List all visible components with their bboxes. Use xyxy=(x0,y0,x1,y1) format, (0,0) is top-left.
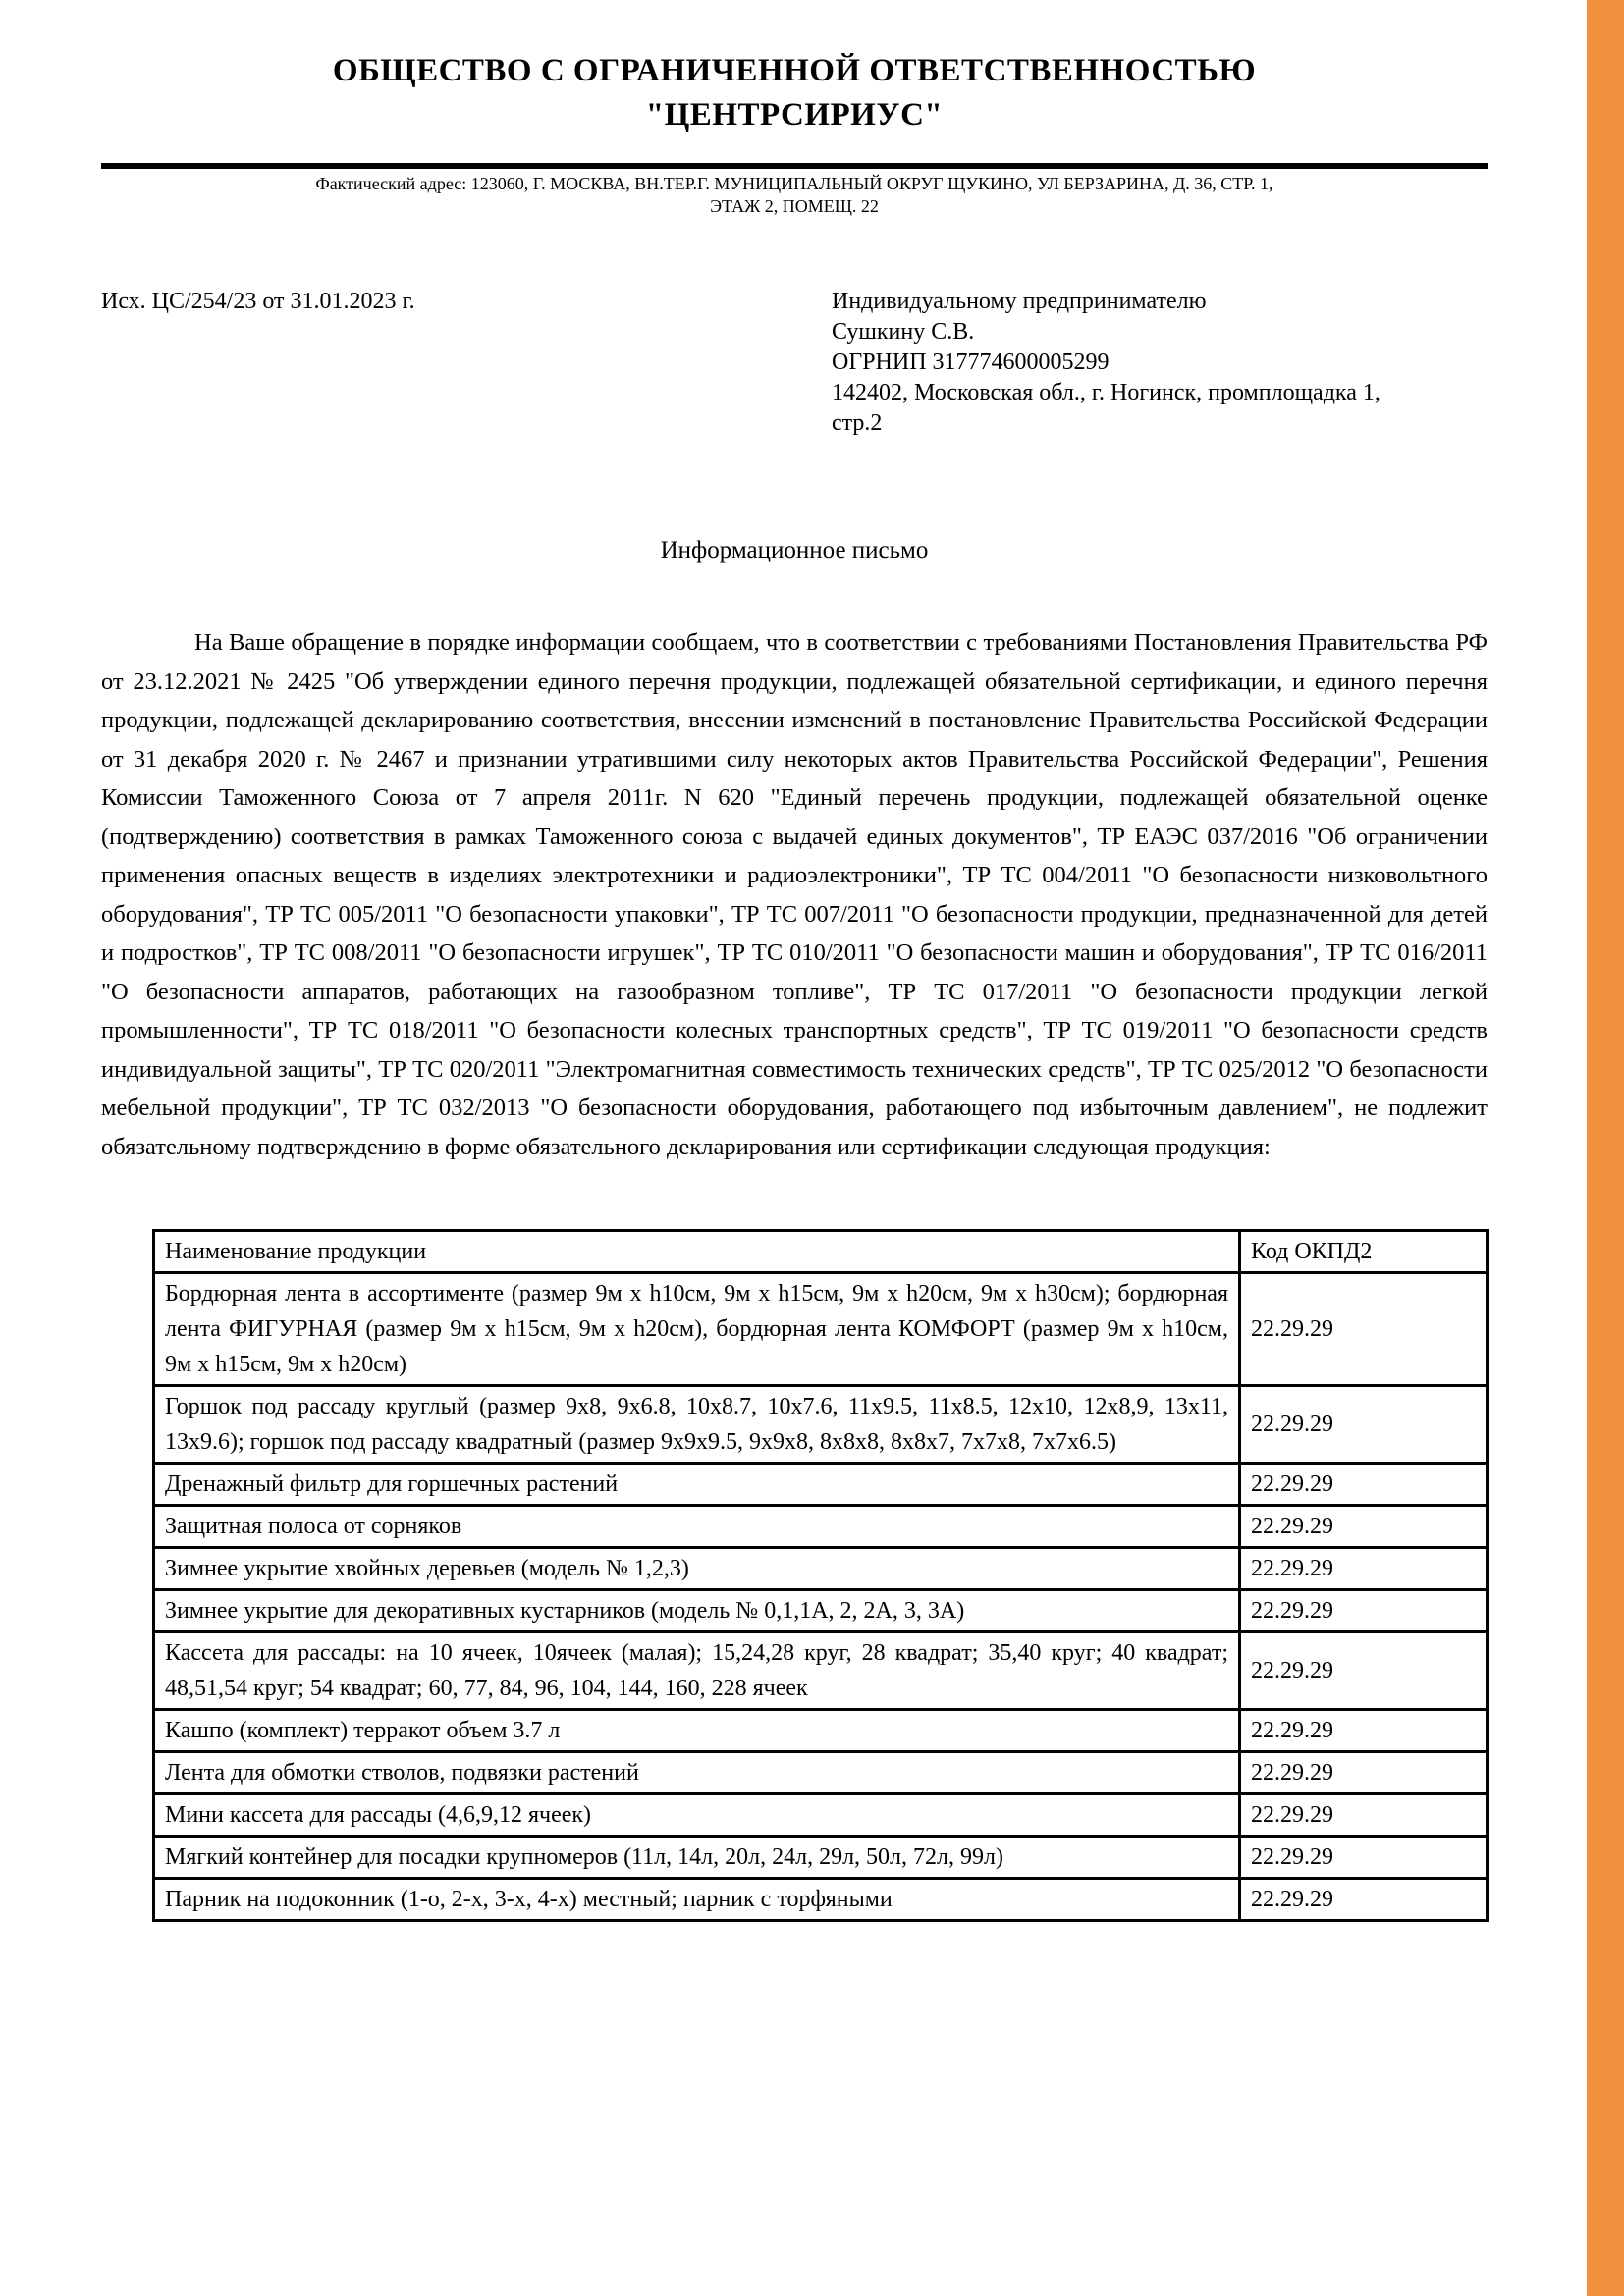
okpd2-code-cell: 22.29.29 xyxy=(1240,1710,1488,1752)
table-row xyxy=(154,1879,1488,1921)
okpd2-code-cell: 22.29.29 xyxy=(1240,1879,1488,1921)
accent-stripe xyxy=(1587,0,1624,2296)
table-row xyxy=(154,1632,1488,1710)
product-name-cell: Лента для обмотки стволов, подвязки растений xyxy=(154,1752,1240,1794)
table-row xyxy=(154,1752,1488,1794)
outgoing-ref: Исх. ЦС/254/23 от 31.01.2023 г. xyxy=(101,289,415,314)
company-name xyxy=(101,0,1488,137)
product-name-cell: Дренажный фильтр для горшечных растений xyxy=(154,1464,1240,1506)
header-divider-rule xyxy=(101,163,1488,169)
product-name-cell: Мягкий контейнер для посадки крупномеров (11л, 14л, 20л, 24л, 29л, 50л, 72л, 99л) xyxy=(154,1837,1240,1879)
table-row xyxy=(154,1386,1488,1464)
table-row xyxy=(154,1548,1488,1590)
company-address-line2: ЭТАЖ 2, ПОМЕЩ. 22 xyxy=(710,196,879,216)
table-row xyxy=(154,1506,1488,1548)
product-name-cell: Кассета для рассады: на 10 ячеек, 10ячеек (малая); 15,24,28 круг, 28 квадрат; 35,40 круг; 40 квадрат; 48,51,54 круг; 54 квадрат; 60, 77, 84, 96, 104, 144, 160, 228 ячеек xyxy=(154,1632,1240,1710)
table-row xyxy=(154,1273,1488,1386)
company-name-line1: ОБЩЕСТВО С ОГРАНИЧЕННОЙ ОТВЕТСТВЕННОСТЬЮ xyxy=(332,53,1257,88)
product-name-cell: Бордюрная лента в ассортименте (размер 9м х h10см, 9м х h15см, 9м х h20см, 9м х h30см); бордюрная лента ФИГУРНАЯ (размер 9м х h15см, 9м х h20см), бордюрная лента КОМФОРТ (размер 9м х h10см, 9м х h15см, 9м х h20см) xyxy=(154,1273,1240,1386)
product-name-cell: Кашпо (комплект) терракот объем 3.7 л xyxy=(154,1710,1240,1752)
table-row xyxy=(154,1794,1488,1837)
col-header-product-name: Наименование продукции xyxy=(154,1231,1240,1273)
letter-body: На Ваше обращение в порядке информации сообщаем, что в соответствии с требованиями Постановления Правительства РФ от 23.12.2021 № 2425 "Об утверждении единого перечня продукции, подлежащей обязательной сертификации, и единого перечня продукции, подлежащей декларированию соответствия, внесении изменений в постановление Правительства Российской Федерации от 31 декабря 2020 г. № 2467 и признании утратившими силу некоторых актов Правительства Российской Федерации", Решения Комиссии Таможенного Союза от 7 апреля 2011г. N 620 "Единый перечень продукции, подлежащей обязательной оценке (подтверждению) соответствия в рамках Таможенного союза с выдачей единых документов", ТР ЕАЭС 037/2016 "Об ограничении применения опасных веществ в изделиях электротехники и радиоэлектроники", ТР ТС 004/2011 "О безопасности низковольтного оборудования", ТР ТС 005/2011 "О безопасности упаковки", ТР ТС 007/2011 "О безопасности продукции, предназначенной для детей и подростков", ТР ТС 008/2011 "О безопасности игрушек", ТР ТС 010/2011 "О безопасности машин и оборудования", ТР ТС 016/2011 "О безопасности аппаратов, работающих на газообразном топливе", ТР ТС 017/2011 "О безопасности продукции легкой промышленности", ТР ТС 018/2011 "О безопасности колесных транспортных средств", ТР ТС 019/2011 "О безопасности средств индивидуальной защиты", ТР ТС 020/2011 "Электромагнитная совместимость технических средств", ТР ТС 025/2012 "О безопасности мебельной продукции", ТР ТС 032/2013 "О безопасности оборудования, работающего под избыточным давлением", не подлежит обязательному подтверждению в форме обязательного декларирования или сертификации следующая продукция: xyxy=(101,629,1488,1160)
company-address xyxy=(101,173,1488,218)
okpd2-code-cell: 22.29.29 xyxy=(1240,1837,1488,1879)
okpd2-code-cell: 22.29.29 xyxy=(1240,1464,1488,1506)
recipient-line: Индивидуальному предпринимателю xyxy=(832,289,1207,314)
recipient-line: Сушкину С.В. xyxy=(832,319,975,345)
product-name-cell: Парник на подоконник (1-о, 2-х, 3-х, 4-х) местный; парник с торфяными xyxy=(154,1879,1240,1921)
table-header-row xyxy=(154,1231,1488,1273)
recipient-line: ОГРНИП 317774600005299 xyxy=(832,349,1110,375)
product-name-cell: Горшок под рассаду круглый (размер 9х8, 9х6.8, 10х8.7, 10х7.6, 11х9.5, 11х8.5, 12х10, 12х8,9, 13х11, 13х9.6); горшок под рассаду квадратный (размер 9х9х9.5, 9х9х8, 8х8х8, 8х8х7, 7х7х8, 7х7х6.5) xyxy=(154,1386,1240,1464)
document-content xyxy=(101,0,1488,1922)
table-row xyxy=(154,1837,1488,1879)
letter-title: Информационное письмо xyxy=(660,537,929,563)
okpd2-code-cell: 22.29.29 xyxy=(1240,1632,1488,1710)
products-table xyxy=(152,1229,1489,1922)
product-name-cell: Мини кассета для рассады (4,6,9,12 ячеек) xyxy=(154,1794,1240,1837)
recipient-line: стр.2 xyxy=(832,410,883,436)
product-name-cell: Зимнее укрытие для декоративных кустарников (модель № 0,1,1А, 2, 2А, 3, 3А) xyxy=(154,1590,1240,1632)
product-name-cell: Зимнее укрытие хвойных деревьев (модель № 1,2,3) xyxy=(154,1548,1240,1590)
table-row xyxy=(154,1710,1488,1752)
recipient-block xyxy=(832,287,1488,439)
table-row xyxy=(154,1464,1488,1506)
okpd2-code-cell: 22.29.29 xyxy=(1240,1386,1488,1464)
company-name-line2: "ЦЕНТРСИРИУС" xyxy=(645,97,944,133)
okpd2-code-cell: 22.29.29 xyxy=(1240,1590,1488,1632)
meta-row xyxy=(101,287,1488,439)
okpd2-code-cell: 22.29.29 xyxy=(1240,1273,1488,1386)
table-row xyxy=(154,1590,1488,1632)
company-address-line1: Фактический адрес: 123060, Г. МОСКВА, ВН.ТЕР.Г. МУНИЦИПАЛЬНЫЙ ОКРУГ ЩУКИНО, УЛ БЕРЗАРИНА, Д. 36, СТР. 1, xyxy=(315,174,1273,193)
col-header-okpd2-code: Код ОКПД2 xyxy=(1240,1231,1488,1273)
okpd2-code-cell: 22.29.29 xyxy=(1240,1548,1488,1590)
okpd2-code-cell: 22.29.29 xyxy=(1240,1752,1488,1794)
okpd2-code-cell: 22.29.29 xyxy=(1240,1794,1488,1837)
recipient-line: 142402, Московская обл., г. Ногинск, промплощадка 1, xyxy=(832,380,1380,405)
product-name-cell: Защитная полоса от сорняков xyxy=(154,1506,1240,1548)
okpd2-code-cell: 22.29.29 xyxy=(1240,1506,1488,1548)
